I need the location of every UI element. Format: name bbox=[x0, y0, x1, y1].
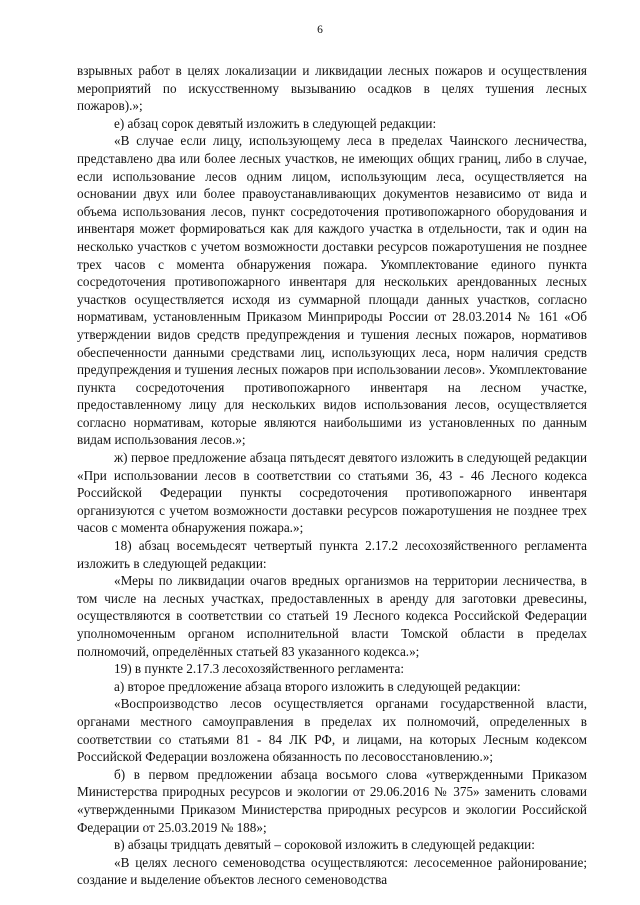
paragraph: ж) первое предложение абзаца пятьдесят девятого изложить в следующей редакции «При использовании лесов в соответствии со статьями 36, 43 - 46 Лесного кодекса Российской Федерации пункты сосредоточения противопожарного инвентаря организуются с учетом возможности доставки ресурсов пожаротушения не позднее трех часов с момента обнаружения пожара.»; bbox=[77, 450, 587, 536]
paragraph: взрывных работ в целях локализации и ликвидации лесных пожаров и осуществления мероприятий по искусственному вызыванию осадков в целях тушения лесных пожаров).»; bbox=[77, 63, 587, 114]
paragraph: а) второе предложение абзаца второго изложить в следующей редакции: bbox=[114, 678, 521, 694]
paragraph: 18) абзац восемьдесят четвертый пункта 2.17.2 лесохозяйственного регламента изложить в следующей редакции: bbox=[77, 538, 587, 571]
paragraph: «В случае если лицу, использующему леса в пределах Чаинского лесничества, представлено два или более лесных участков, не имеющих общих границ, либо в случае, если использование лесов одним лицом, использующим леса, осуществляется на основании двух или более правоустанавливающих документов независимо от вида и объема использования лесов, пункт сосредоточения противопожарного оборудования и инвентаря может формироваться как для каждого участка в отдельности, так и один на несколько участков с учетом возможности доставки ресурсов пожаротушения не позднее трех часов с момента обнаружения пожара. Укомплектование единого пункта сосредоточения противопожарного инвентаря для нескольких арендованных лесных участков осуществляется исходя из суммарной площади данных участков, согласно нормативам, установленным Приказом Минприроды России от 28.03.2014 № 161 «Об утверждении видов средств предупреждения и тушения лесных пожаров, нормативов обеспеченности данными средствами лиц, использующих леса, норм наличия средств предупреждения и тушения лесных пожаров при использовании лесов». Укомплектование пункта сосредоточения противопожарного инвентаря на лесном участке, предоставленному лицу для нескольких видов использования лесов, осуществляется согласно нормативам, которые являются наибольшими из установленных по данным видам использования лесов.»; bbox=[77, 133, 587, 448]
paragraph: е) абзац сорок девятый изложить в следующей редакции: bbox=[114, 115, 437, 131]
document-body bbox=[77, 62, 587, 889]
paragraph: б) в первом предложении абзаца восьмого слова «утвержденными Приказом Министерства природных ресурсов и экологии от 29.06.2016 № 375» заменить словами «утвержденными Приказом Министерства природных ресурсов и экологии Российской Федерации от 25.03.2019 № 188»; bbox=[77, 766, 587, 835]
paragraph: в) абзацы тридцать девятый – сороковой изложить в следующей редакции: bbox=[114, 837, 535, 853]
paragraph: «Воспроизводство лесов осуществляется органами государственной власти, органами местного самоуправления в пределах их полномочий, определенных в соответствии со статьями 81 - 84 ЛК РФ, и лицами, на которых Лесным кодексом Российской Федерации возложена обязанность по лесовосстановлению.»; bbox=[77, 696, 587, 765]
paragraph: 19) в пункте 2.17.3 лесохозяйственного регламента: bbox=[114, 661, 405, 677]
paragraph: «В целях лесного семеноводства осуществляются: лесосеменное районирование; создание и выделение объектов лесного семеноводства bbox=[77, 854, 587, 888]
paragraph: «Меры по ликвидации очагов вредных организмов на территории лесничества, в том числе на лесных участках, предоставленных в аренду для заготовки древесины, осуществляются в соответствии со статьей 19 Лесного кодекса Российской Федерации уполномоченным органом исполнительной власти Томской области в пределах полномочий, определённых статьей 83 указанного кодекса.»; bbox=[77, 573, 587, 659]
page-number: 6 bbox=[317, 24, 323, 36]
